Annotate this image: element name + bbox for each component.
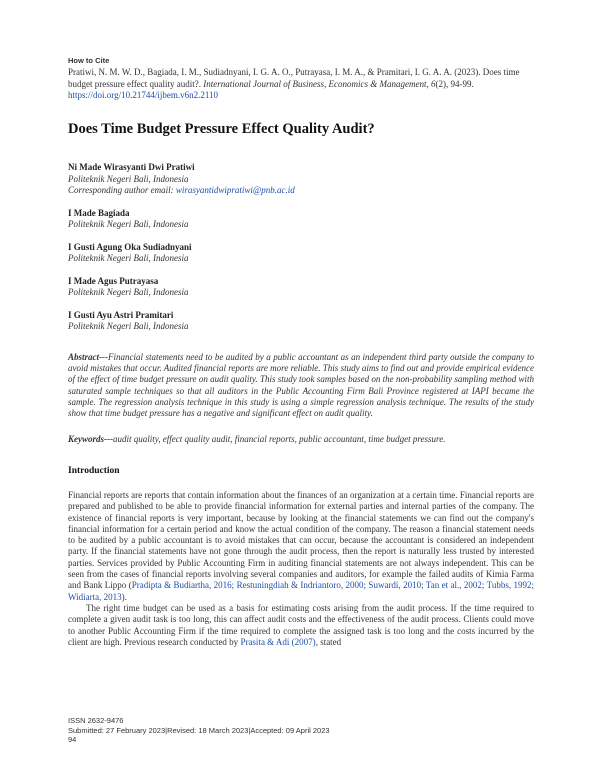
author-affiliation: Politeknik Negeri Bali, Indonesia	[68, 173, 189, 184]
citation-issue: (2), 94-99.	[435, 78, 474, 89]
paper-title: Does Time Budget Pressure Effect Quality Audit?	[68, 121, 375, 137]
abstract-text: Financial statements need to be audited by a public accountant as an independent third party outside the company to avoid mistakes that occur. Audited financial reports are more reliable. This study aims to find out and provide empirical evidence of the effect of time budget pressure on audit quality. This study took samples based on the non-probability sampling method with saturated sample techniques so that all auditors in the Public Accounting Firm Bali Province registered at IAPI became the sample. The regression analysis technique in this study is using a simple regression analysis technique. The results of the study show that time budget pressure has a negative and significant effect on audit quality.	[68, 352, 534, 419]
email-label: Corresponding author email:	[68, 185, 176, 195]
paragraph-text: , stated	[315, 636, 342, 647]
citation-text: Pratiwi, N. M. W. D., Bagiada, I. M., Sudiadnyani, I. G. A. O., Putrayasa, I. M. A., & Pramitari, I. G. A. A. (2023). Does time budget pressure effect quality audit?.	[68, 67, 520, 89]
submission-dates: Submitted: 27 February 2023|Revised: 18 March 2023|Accepted: 09 April 2023	[68, 725, 330, 735]
paragraph	[68, 603, 534, 648]
author-name: I Gusti Ayu Astri Pramitari	[68, 309, 174, 320]
author-name: Ni Made Wirasyanti Dwi Pratiwi	[68, 162, 195, 172]
paragraph-text: Financial reports are reports that contain information about the finances of an organization at a certain time. Financial reports are prepared and published to be able to provide financial information for external parties and internal parties of the company. The existence of financial reports is very important, because by looking at the financial statements we can find out the company's financial information for a certain period and know the actual condition of the company. The reason a financial statement needs to be audited by a public accountant is to avoid mistakes that can occur, because the accountant is considered an independent party. If the financial statements have not gone through the audit process, then the report is naturally less trusted by interested parties. Services provided by Public Accounting Firm in auditing financial statements are not always independent. This can be seen from the cases of financial reports involving several companies and auditors, for example the failed audits of Kimia Farma and Bank Lippo (	[68, 490, 534, 591]
how-to-cite-label: How to Cite	[68, 56, 110, 65]
citation-journal: International Journal of Business, Economics & Management, 6	[203, 78, 436, 89]
author-block	[68, 242, 538, 265]
paragraph-text: The right time budget can be used as a basis for estimating costs arising from the audit process. If the time required to complete a given audit task is too long, this can affect audit costs and the effectiveness of the audit process. Clients could move to another Public Accounting Firm if the time required to complete the assigned task is too long and the costs incurred by the client are high. Previous research conducted by	[68, 602, 534, 647]
author-block	[68, 208, 538, 231]
author-name: I Made Agus Putrayasa	[68, 275, 159, 286]
citation-links[interactable]: Pradipta & Budiartha, 2016; Restuningdiah & Indriantoro, 2000; Suwardi, 2010; Tan et al., 2002; Tubbs, 1992; Widiarta, 2013	[68, 580, 534, 602]
author-affiliation: Politeknik Negeri Bali, Indonesia	[68, 321, 189, 331]
introduction-body	[68, 490, 534, 648]
author-block	[68, 310, 538, 333]
author-affiliation: Politeknik Negeri Bali, Indonesia	[68, 219, 189, 229]
corresponding-email-line	[68, 185, 538, 197]
keywords-text: audit quality, effect quality audit, financial reports, public accountant, time budget pressure.	[113, 434, 446, 444]
keywords	[68, 434, 534, 445]
author-name: I Gusti Agung Oka Sudiadnyani	[68, 241, 192, 252]
citation-link[interactable]: Prasita & Adi (2007)	[240, 636, 316, 647]
paragraph-text: ).	[121, 591, 127, 602]
doi-link[interactable]: https://doi.org/10.21744/ijbem.v6n2.2110	[68, 90, 219, 100]
paragraph	[68, 490, 534, 603]
issn: ISSN 2632-9476	[68, 716, 124, 725]
abstract	[68, 352, 534, 419]
author-block	[68, 276, 538, 299]
author-list	[68, 162, 538, 344]
author-affiliation: Politeknik Negeri Bali, Indonesia	[68, 253, 189, 263]
section-heading-introduction: Introduction	[68, 466, 120, 476]
page-number: 94	[68, 735, 77, 744]
author-name: I Made Bagiada	[68, 207, 130, 218]
keywords-label: Keywords---	[68, 434, 113, 444]
abstract-label: Abstract---	[68, 352, 108, 362]
citation	[68, 67, 538, 102]
email-link[interactable]: wirasyantidwipratiwi@pnb.ac.id	[175, 185, 295, 195]
author-affiliation: Politeknik Negeri Bali, Indonesia	[68, 287, 189, 297]
author-block	[68, 162, 538, 197]
page-footer	[68, 716, 538, 745]
